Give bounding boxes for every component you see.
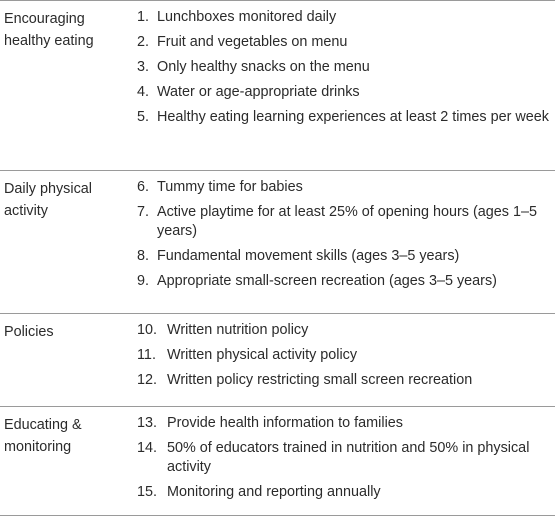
item-text: Fundamental movement skills (ages 3–5 years) (157, 248, 460, 264)
item-text: Active playtime for at least 25% of opening hours (ages 1–5 years) (157, 204, 537, 239)
list-item (137, 203, 549, 241)
item-list (137, 321, 549, 396)
item-text: Written physical activity policy (167, 347, 358, 363)
item-text: Written nutrition policy (167, 322, 309, 338)
item-number: 11. (137, 347, 156, 363)
item-number: 4. (137, 84, 150, 100)
list-item (137, 8, 549, 27)
item-list (137, 414, 549, 508)
item-text: Only healthy snacks on the menu (157, 59, 370, 75)
item-number: 7. (137, 204, 150, 220)
item-text: Written policy restricting small screen recreation (167, 372, 473, 388)
list-item (137, 439, 549, 477)
item-text: Water or age-appropriate drinks (157, 84, 360, 100)
list-item (137, 483, 549, 502)
list-item (137, 247, 549, 266)
list-item (137, 58, 549, 77)
item-text: 50% of educators trained in nutrition and 50% in physical activity (167, 440, 530, 475)
item-number: 3. (137, 59, 150, 75)
item-number: 13. (137, 415, 158, 431)
item-number: 12. (137, 372, 158, 388)
list-item (137, 272, 549, 291)
list-item (137, 414, 549, 433)
category-label: Policies (4, 324, 54, 340)
category-label: Educating & monitoring (4, 417, 82, 455)
item-text: Monitoring and reporting annually (167, 484, 381, 500)
item-number: 2. (137, 34, 150, 50)
item-number: 6. (137, 179, 150, 195)
item-list (137, 178, 549, 297)
item-text: Lunchboxes monitored daily (157, 9, 337, 25)
item-number: 1. (137, 9, 150, 25)
category-label: Daily physical activity (4, 181, 92, 219)
item-number: 15. (137, 484, 158, 500)
item-list (137, 8, 549, 133)
item-text: Fruit and vegetables on menu (157, 34, 348, 50)
top-rule (0, 0, 555, 1)
section-divider (0, 406, 555, 407)
item-number: 8. (137, 248, 150, 264)
list-item (137, 371, 549, 390)
item-number: 9. (137, 273, 150, 289)
item-text: Tummy time for babies (157, 179, 303, 195)
list-item (137, 83, 549, 102)
item-number: 10. (137, 322, 158, 338)
item-number: 5. (137, 109, 150, 125)
category-label: Encouraging healthy eating (4, 11, 94, 49)
list-item (137, 346, 549, 365)
list-item (137, 178, 549, 197)
item-text: Appropriate small-screen recreation (ages 3–5 years) (157, 273, 497, 289)
item-text: Healthy eating learning experiences at least 2 times per week (157, 109, 549, 125)
item-number: 14. (137, 440, 158, 456)
list-item (137, 108, 549, 127)
list-item (137, 33, 549, 52)
section-divider (0, 313, 555, 314)
section-divider (0, 170, 555, 171)
list-item (137, 321, 549, 340)
item-text: Provide health information to families (167, 415, 403, 431)
